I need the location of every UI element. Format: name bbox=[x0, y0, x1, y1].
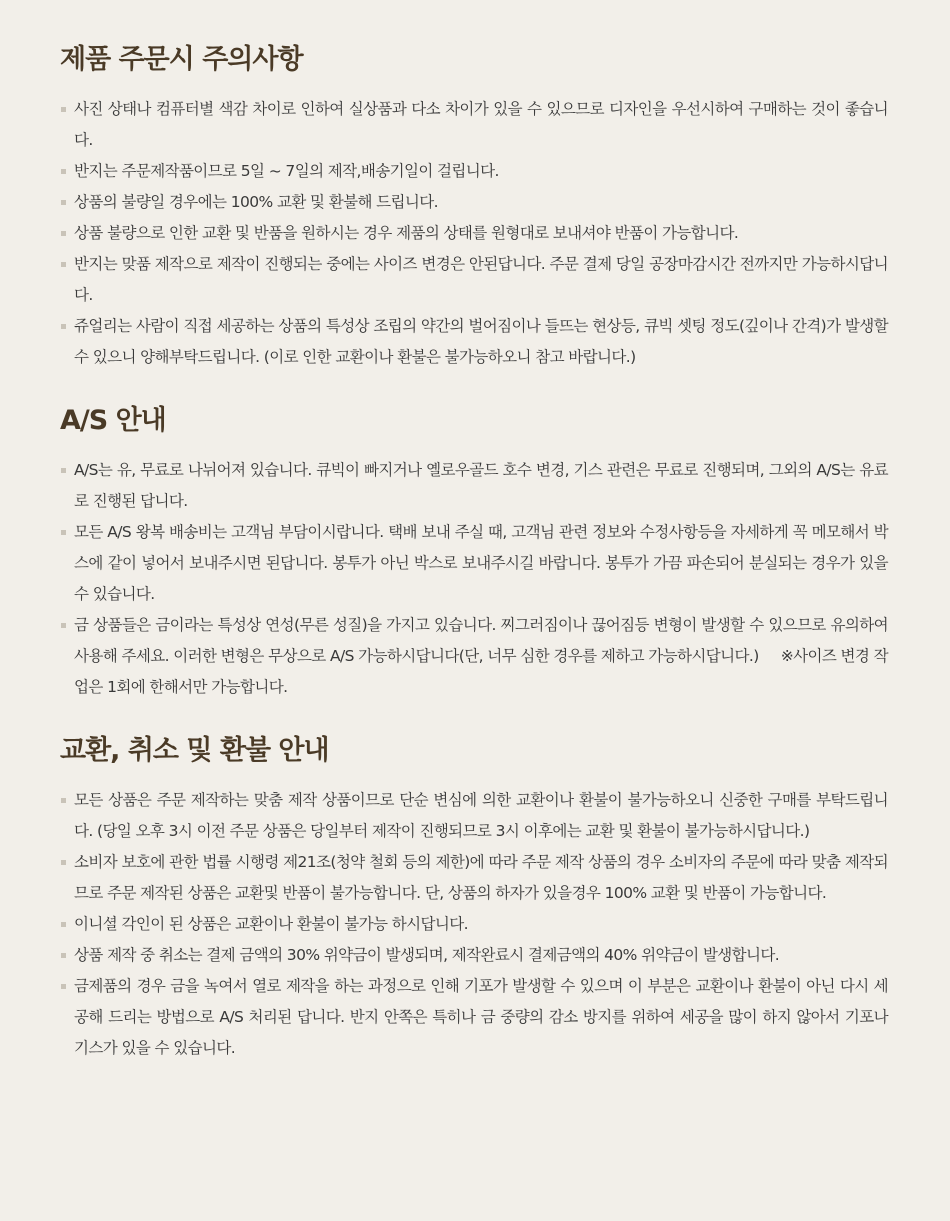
section-title-order-precautions: 제품 주문시 주의사항 bbox=[60, 44, 303, 75]
list-item: 반지는 맞품 제작으로 제작이 진행되는 중에는 사이즈 변경은 안된답니다. 주문 결제 당일 공장마감시간 전까지만 가능하시답니다. bbox=[60, 249, 888, 311]
size-change-note: ※사이즈 변경 작업은 1회에 한해서만 가능합니다. bbox=[74, 647, 889, 696]
section-title-exchange-refund: 교환, 취소 및 환불 안내 bbox=[60, 735, 329, 766]
list-item: 사진 상태나 컴퓨터별 색감 차이로 인하여 실상품과 다소 차이가 있을 수 있으므로 디자인을 우선시하여 구매하는 것이 좋습니다. bbox=[60, 94, 888, 156]
list-item: 모든 상품은 주문 제작하는 맞춤 제작 상품이므로 단순 변심에 의한 교환이나 환불이 불가능하오니 신중한 구매를 부탁드립니다. (당일 오후 3시 이전 주문 상품은 당일부터 제작이 진행되므로 3시 이후에는 교환 및 환불이 불가능하시답니다.) bbox=[60, 785, 888, 847]
list-item: 반지는 주문제작품이므로 5일 ~ 7일의 제작,배송기일이 걸립니다. bbox=[60, 156, 888, 187]
list-item-text: 금 상품들은 금이라는 특성상 연성(무른 성질)을 가지고 있습니다. 찌그러짐이나 끊어짐등 변형이 발생할 수 있으므로 유의하여 사용해 주세요. 이러한 변형은 무상으로 A/S 가능하시답니다(단, 너무 심한 경우를 제하고 가능하시답니다.) bbox=[74, 616, 888, 665]
list-item: 모든 A/S 왕복 배송비는 고객님 부담이시랍니다. 택배 보내 주실 때, 고객님 관련 정보와 수정사항등을 자세하게 꼭 메모해서 박스에 같이 넣어서 보내주시면 된답니다. 봉투가 아닌 박스로 보내주시길 바랍니다. 봉투가 가끔 파손되어 분실되는 경우가 있을 수 있습니다. bbox=[60, 517, 888, 610]
exchange-refund-list bbox=[60, 785, 888, 1064]
list-item: 상품 불량으로 인한 교환 및 반품을 원하시는 경우 제품의 상태를 원형대로 보내셔야 반품이 가능합니다. bbox=[60, 218, 888, 249]
list-item: 금제품의 경우 금을 녹여서 열로 제작을 하는 과정으로 인해 기포가 발생할 수 있으며 이 부분은 교환이나 환불이 아닌 다시 세공해 드리는 방법으로 A/S 처리된 답니다. 반지 안쪽은 특히나 금 중량의 감소 방지를 위하여 세공을 많이 하지 않아서 기포나 기스가 있을 수 있습니다. bbox=[60, 971, 888, 1064]
order-precautions-section bbox=[60, 40, 888, 373]
as-guide-list bbox=[60, 455, 888, 703]
list-item: 소비자 보호에 관한 법률 시행령 제21조(청약 철회 등의 제한)에 따라 주문 제작 상품의 경우 소비자의 주문에 따라 맞춤 제작되므로 주문 제작된 상품은 교환및 반품이 불가능합니다. 단, 상품의 하자가 있을경우 100% 교환 및 반품이 가능합니다. bbox=[60, 847, 888, 909]
list-item: 이니셜 각인이 된 상품은 교환이나 환불이 불가능 하시답니다. bbox=[60, 909, 888, 940]
exchange-refund-section bbox=[60, 731, 888, 1064]
section-title-as-guide: A/S 안내 bbox=[60, 405, 166, 436]
list-item: 상품의 불량일 경우에는 100% 교환 및 환불해 드립니다. bbox=[60, 187, 888, 218]
list-item-with-note bbox=[60, 610, 888, 703]
order-precautions-list bbox=[60, 94, 888, 373]
as-guide-section bbox=[60, 401, 888, 703]
list-item: 상품 제작 중 취소는 결제 금액의 30% 위약금이 발생되며, 제작완료시 결제금액의 40% 위약금이 발생합니다. bbox=[60, 940, 888, 971]
list-item: A/S는 유, 무료로 나뉘어져 있습니다. 큐빅이 빠지거나 옐로우골드 호수 변경, 기스 관련은 무료로 진행되며, 그외의 A/S는 유료로 진행된 답니다. bbox=[60, 455, 888, 517]
list-item: 쥬얼리는 사람이 직접 세공하는 상품의 특성상 조립의 약간의 벌어짐이나 들뜨는 현상등, 큐빅 셋팅 정도(깊이나 간격)가 발생할수 있으니 양해부탁드립니다. (이로 인한 교환이나 환불은 불가능하오니 참고 바랍니다.) bbox=[60, 311, 888, 373]
